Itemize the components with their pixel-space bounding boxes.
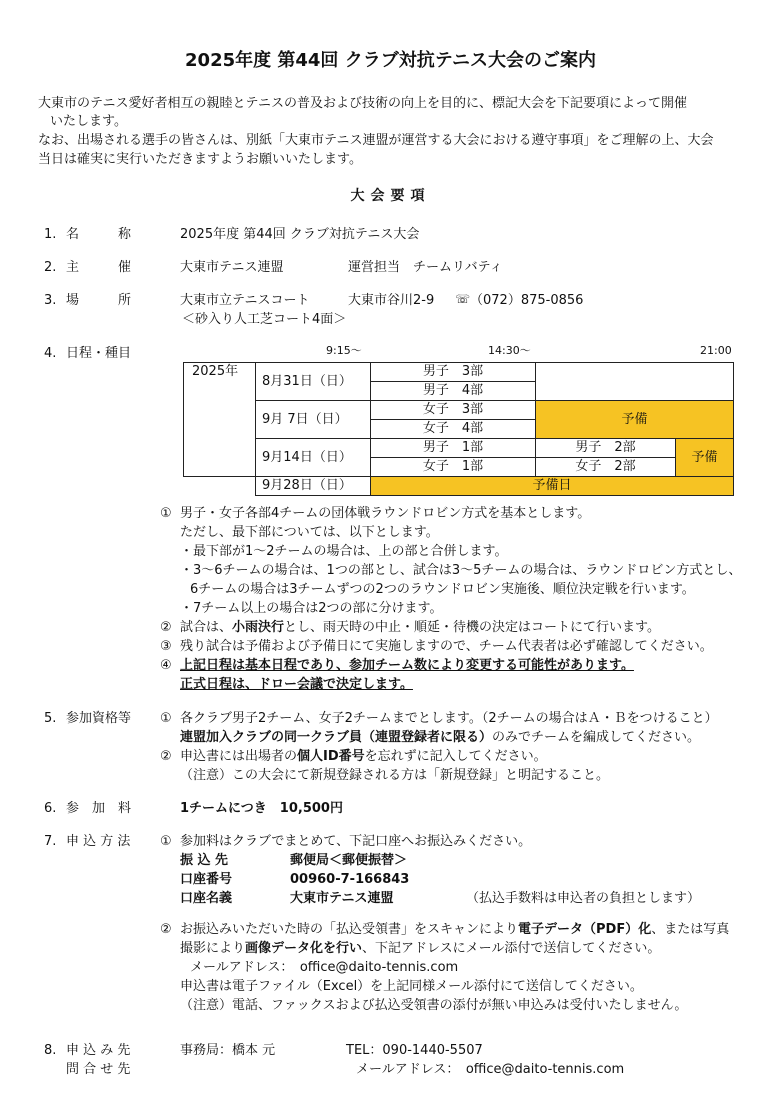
schedule-cell-men1: 男子 1部 — [371, 439, 536, 458]
schedule-cell-men2: 男子 2部 — [536, 439, 676, 458]
item-7-number: 7. — [44, 834, 57, 849]
schedule-year: 2025年 — [184, 363, 256, 477]
bank-value-2: 00960-7-166843 — [290, 872, 410, 887]
item-3-value: 大東市立テニスコート — [180, 293, 310, 308]
note7-2-mark: ② — [160, 922, 172, 937]
page-title: 2025年度 第44回 クラブ対抗テニス大会のご案内 — [185, 50, 596, 71]
bank-key-3: 口座名義 — [180, 891, 233, 906]
note4-1-mark: ① — [160, 506, 172, 521]
item-3-address: 大東市谷川2-9 — [348, 293, 435, 308]
schedule-cell-women1: 女子 1部 — [371, 458, 536, 477]
note7-form: 申込書は電子ファイル（Excel）を上記同様メール添付にて送信してください。 — [180, 979, 643, 994]
item-2-label: 主 催 — [66, 260, 132, 275]
item-3-number: 3. — [44, 293, 57, 308]
section-heading: 大会要項 — [350, 188, 431, 204]
schedule-cell-empty — [536, 363, 734, 401]
item-5-number: 5. — [44, 711, 57, 726]
item-1-value: 2025年度 第44回 クラブ対抗テニス大会 — [180, 227, 420, 242]
item-3-sub: ＜砂入り人工芝コート4面＞ — [182, 312, 347, 327]
bank-value-3: 大東市テニス連盟 — [290, 891, 394, 906]
item-3-tel: （072）875-0856 — [470, 293, 584, 308]
item-1-number: 1. — [44, 227, 57, 242]
note7-1-mark: ① — [160, 834, 172, 849]
schedule-cell-reserve-day: 予備日 — [371, 477, 734, 496]
note5-2: 申込書には出場者の個人ID番号を忘れずに記入してください。 — [180, 749, 547, 764]
intro-line-3: なお、出場される選手の皆さんは、別紙「大東市テニス連盟が運営する大会における遵守事項」をご理解の上、大会 — [38, 133, 714, 148]
item-2-staff: 運営担当 チームリバティ — [348, 260, 503, 275]
note5-2b: （注意）この大会にて新規登録される方は「新規登録」と明記すること。 — [180, 768, 610, 783]
note7-1: 参加料はクラブでまとめて、下記口座へお振込みください。 — [180, 834, 532, 849]
item-8-label: 申 込 み 先 — [66, 1043, 131, 1058]
intro-line-1: 大東市のテニス愛好者相互の親睦とテニスの普及および技術の向上を目的に、標記大会を下記要項によって開催 — [38, 96, 687, 111]
note4-2: 試合は、小雨決行とし、雨天時の中止・順延・待機の決定はコートにて行います。 — [180, 620, 660, 635]
schedule-date-1: 8月31日（日） — [256, 363, 371, 401]
item-5-label: 参加資格等 — [66, 711, 132, 726]
note5-1b: 連盟加入クラブの同一クラブ員（連盟登録者に限る）のみでチームを編成してください。 — [180, 730, 701, 745]
note4-1: 男子・女子各部4チームの団体戦ラウンドロビン方式を基本とします。 — [180, 506, 591, 521]
item-2-value: 大東市テニス連盟 — [180, 260, 284, 275]
office-mail: メールアドレス： office@daito-tennis.com — [356, 1062, 625, 1077]
note4-4b: 正式日程は、ドロー会議で決定します。 — [180, 677, 413, 692]
schedule-cell-women3: 女子 3部 — [371, 401, 536, 420]
time-end: 21:00 — [700, 344, 732, 357]
note4-4: 上記日程は基本日程であり、参加チーム数により変更する可能性があります。 — [180, 658, 634, 673]
bank-key-2: 口座番号 — [180, 872, 233, 887]
note4-1c: ・3～6チームの場合は、1つの部とし、試合は3～5チームの場合は、ラウンドロビン方式とし、 — [180, 563, 742, 578]
item-7-label: 申 込 方 法 — [66, 834, 131, 849]
schedule-date-3: 9月14日（日） — [256, 439, 371, 477]
schedule-cell-reserve-1: 予備 — [536, 401, 734, 439]
bank-key-1: 振 込 先 — [180, 853, 229, 868]
schedule-cell-women2: 女子 2部 — [536, 458, 676, 477]
schedule-table — [183, 362, 734, 496]
note7-mail: メールアドレス： office@daito-tennis.com — [190, 960, 459, 975]
item-8-number: 8. — [44, 1043, 57, 1058]
note4-4-mark: ④ — [160, 658, 172, 673]
item-6-value: 1チームにつき 10,500円 — [180, 801, 343, 816]
note4-1e: ・7チーム以上の場合は2つの部に分けます。 — [180, 601, 443, 616]
note4-3-mark: ③ — [160, 639, 172, 654]
phone-icon: ☏ — [455, 292, 471, 306]
bank-value-1: 郵便局＜郵便振替＞ — [290, 853, 408, 868]
item-4-number: 4. — [44, 346, 57, 361]
note4-1d: 6チームの場合は3チームずつの2つのラウンドロビン実施後、順位決定戦を行います。 — [190, 582, 695, 597]
note4-1b: ・最下部が1～2チームの場合は、上の部と合併します。 — [180, 544, 508, 559]
schedule-cell-men4: 男子 4部 — [371, 382, 536, 401]
intro-line-4: 当日は確実に実行いただきますようお願いいたします。 — [38, 152, 362, 167]
fee-note: （払込手数料は申込者の負担とします） — [466, 891, 701, 906]
item-4-label: 日程・種目 — [66, 346, 132, 361]
note7-2b: 撮影により画像データ化を行い、下記アドレスにメール添付で送信してください。 — [180, 941, 661, 956]
schedule-cell-women4: 女子 4部 — [371, 420, 536, 439]
intro-line-2: いたします。 — [50, 114, 127, 129]
note5-1: 各クラブ男子2チーム、女子2チームまでとします。（2チームの場合はＡ・Ｂをつけること） — [180, 711, 718, 726]
office-tel: TEL：090-1440-5507 — [346, 1043, 483, 1058]
item-6-number: 6. — [44, 801, 57, 816]
schedule-date-2: 9月 7日（日） — [256, 401, 371, 439]
schedule-date-4: 9月28日（日） — [256, 477, 371, 496]
time-mid: 14:30～ — [488, 344, 531, 357]
note4-2-mark: ② — [160, 620, 172, 635]
item-8-label-2: 問 合 せ 先 — [66, 1062, 131, 1077]
schedule-year-spacer — [184, 477, 256, 496]
item-2-number: 2. — [44, 260, 57, 275]
note5-2-mark: ② — [160, 749, 172, 764]
item-1-label: 名 称 — [66, 227, 132, 242]
schedule-cell-men3: 男子 3部 — [371, 363, 536, 382]
note7-2: お振込みいただいた時の「払込受領書」をスキャンにより電子データ（PDF）化、または写真 — [180, 922, 730, 937]
schedule-cell-reserve-2: 予備 — [676, 439, 734, 477]
item-3-label: 場 所 — [66, 293, 132, 308]
note5-1-mark: ① — [160, 711, 172, 726]
item-6-label: 参 加 料 — [66, 801, 132, 816]
note4-3: 残り試合は予備および予備日にて実施しますので、チーム代表者は必ず確認してください。 — [180, 639, 713, 654]
note7-caution: （注意）電話、ファックスおよび払込受領書の添付が無い申込みは受付いたしません。 — [180, 998, 688, 1013]
office-name: 事務局：橋本 元 — [180, 1043, 276, 1058]
note4-1a: ただし、最下部については、以下とします。 — [180, 525, 439, 540]
time-start: 9:15～ — [326, 344, 362, 357]
